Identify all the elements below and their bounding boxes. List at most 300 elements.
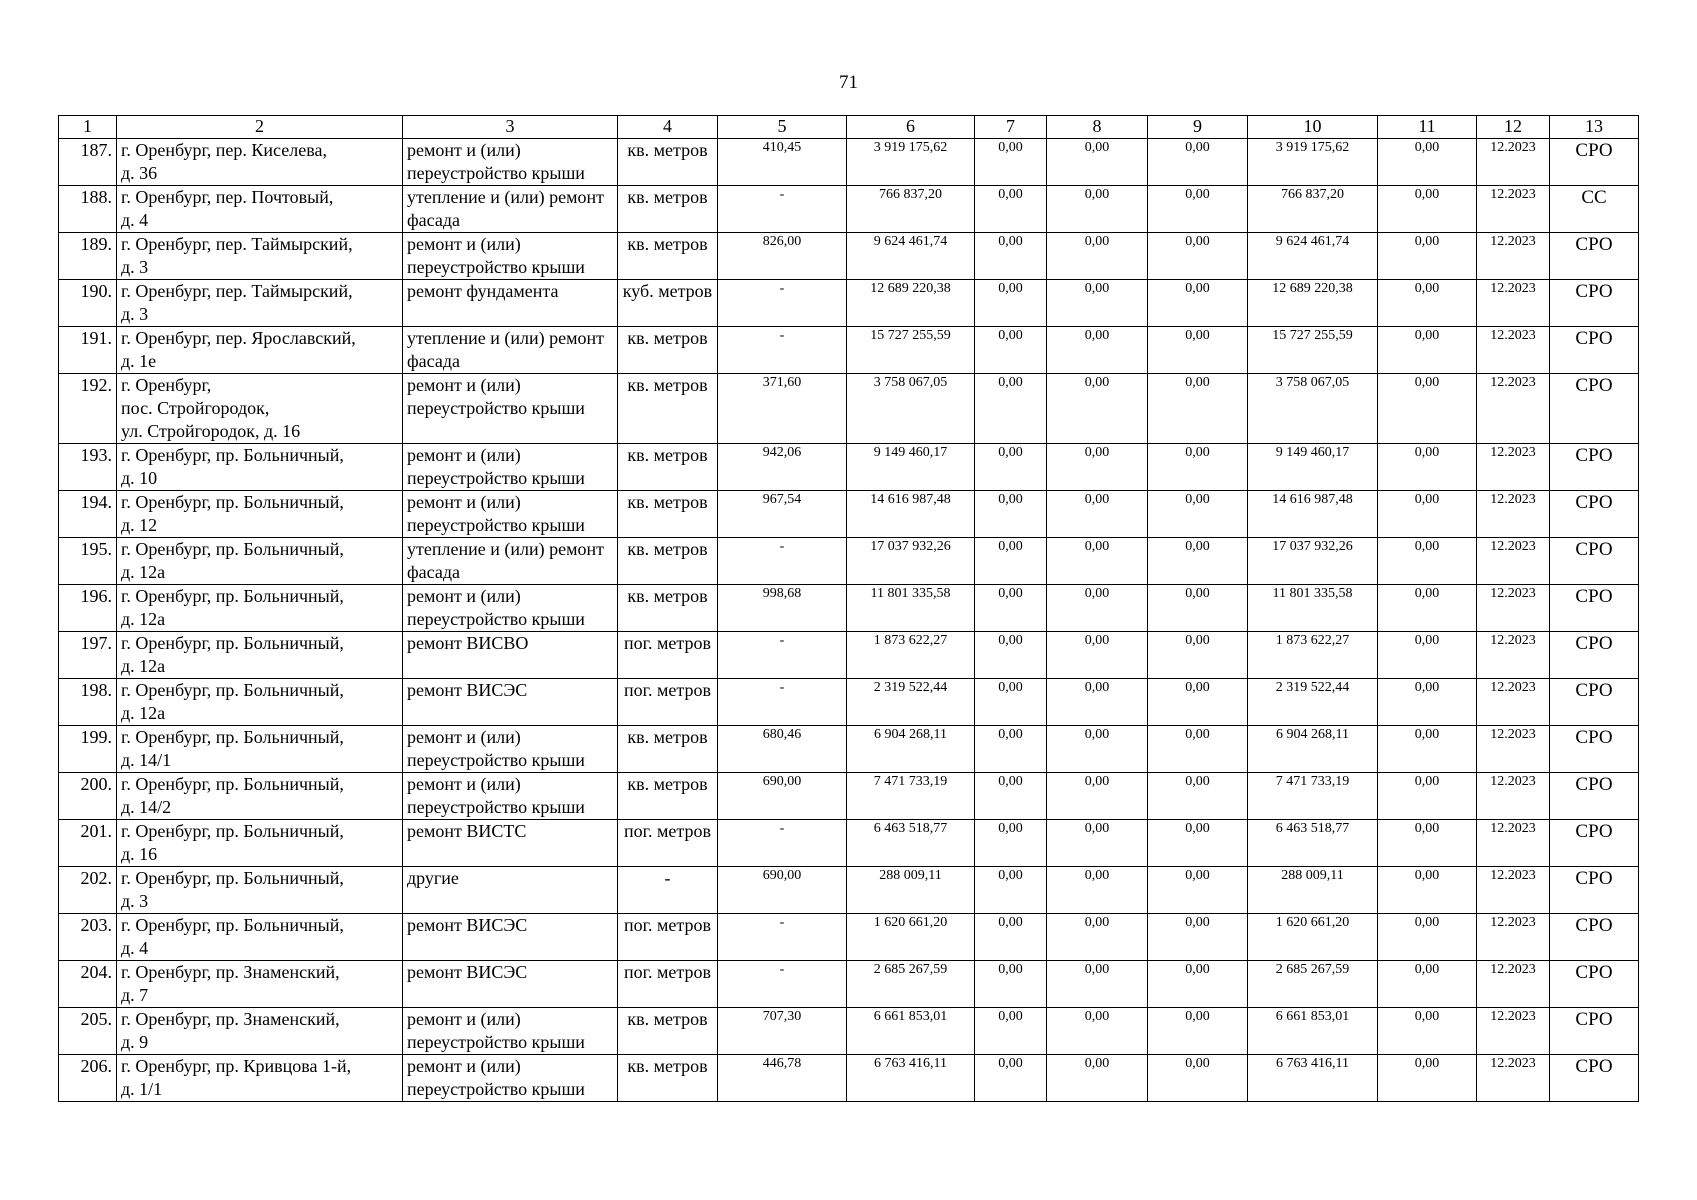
completion-date-cell: 12.2023 bbox=[1477, 327, 1550, 374]
work-type-cell: ремонт и (или) переустройство крыши bbox=[403, 233, 618, 280]
work-type-cell: ремонт и (или) переустройство крыши bbox=[403, 726, 618, 773]
unit-cell: кв. метров bbox=[618, 139, 718, 186]
column-header: 6 bbox=[847, 116, 975, 139]
capital-repair-table bbox=[58, 115, 1639, 1102]
address-line: г. Оренбург, пр. Знаменский, bbox=[121, 1009, 340, 1029]
total-cost-cell: 12 689 220,38 bbox=[847, 280, 975, 327]
cost-cell-9: 0,00 bbox=[1148, 186, 1248, 233]
address-line: г. Оренбург, пер. Таймырский, bbox=[121, 281, 353, 301]
column-header: 1 bbox=[59, 116, 117, 139]
address-line: д. 36 bbox=[121, 163, 158, 183]
address-line: г. Оренбург, пр. Больничный, bbox=[121, 586, 344, 606]
cost-cell-9: 0,00 bbox=[1148, 726, 1248, 773]
row-number-cell: 201. bbox=[59, 820, 117, 867]
funding-method-cell: СРО bbox=[1550, 679, 1639, 726]
work-type-cell: ремонт и (или) переустройство крыши bbox=[403, 585, 618, 632]
area-cell: 690,00 bbox=[718, 867, 847, 914]
row-number-cell: 202. bbox=[59, 867, 117, 914]
area-cell: 707,30 bbox=[718, 1008, 847, 1055]
row-number-cell: 206. bbox=[59, 1055, 117, 1102]
funding-method-cell: СРО bbox=[1550, 867, 1639, 914]
cost-cell-7: 0,00 bbox=[975, 327, 1047, 374]
cost-cell-11: 0,00 bbox=[1378, 867, 1477, 914]
table-row bbox=[59, 820, 1639, 867]
unit-cell: кв. метров bbox=[618, 327, 718, 374]
cost-cell-8: 0,00 bbox=[1047, 867, 1148, 914]
funding-method-cell: СРО bbox=[1550, 280, 1639, 327]
address-line: г. Оренбург, bbox=[121, 375, 212, 395]
address-cell bbox=[117, 585, 403, 632]
address-line: д. 14/1 bbox=[121, 750, 172, 770]
cost-cell-8: 0,00 bbox=[1047, 186, 1148, 233]
area-cell: - bbox=[718, 961, 847, 1008]
unit-cell: пог. метров bbox=[618, 820, 718, 867]
cost-cell-10: 17 037 932,26 bbox=[1248, 538, 1378, 585]
total-cost-cell: 2 319 522,44 bbox=[847, 679, 975, 726]
cost-cell-10: 2 685 267,59 bbox=[1248, 961, 1378, 1008]
cost-cell-7: 0,00 bbox=[975, 1008, 1047, 1055]
cost-cell-7: 0,00 bbox=[975, 186, 1047, 233]
work-type-cell: ремонт ВИСЭС bbox=[403, 679, 618, 726]
area-cell: 446,78 bbox=[718, 1055, 847, 1102]
address-line: г. Оренбург, пр. Больничный, bbox=[121, 492, 344, 512]
column-header: 8 bbox=[1047, 116, 1148, 139]
cost-cell-10: 6 904 268,11 bbox=[1248, 726, 1378, 773]
address-line: г. Оренбург, пр. Больничный, bbox=[121, 445, 344, 465]
unit-cell: кв. метров bbox=[618, 585, 718, 632]
completion-date-cell: 12.2023 bbox=[1477, 233, 1550, 280]
table-row bbox=[59, 327, 1639, 374]
table-row bbox=[59, 538, 1639, 585]
total-cost-cell: 14 616 987,48 bbox=[847, 491, 975, 538]
address-line: д. 1е bbox=[121, 351, 157, 371]
table-row bbox=[59, 914, 1639, 961]
funding-method-cell: СРО bbox=[1550, 914, 1639, 961]
cost-cell-11: 0,00 bbox=[1378, 186, 1477, 233]
table-row bbox=[59, 632, 1639, 679]
completion-date-cell: 12.2023 bbox=[1477, 914, 1550, 961]
cost-cell-10: 7 471 733,19 bbox=[1248, 773, 1378, 820]
row-number-cell: 194. bbox=[59, 491, 117, 538]
address-line: г. Оренбург, пр. Больничный, bbox=[121, 727, 344, 747]
cost-cell-7: 0,00 bbox=[975, 1055, 1047, 1102]
cost-cell-8: 0,00 bbox=[1047, 327, 1148, 374]
cost-cell-10: 3 919 175,62 bbox=[1248, 139, 1378, 186]
area-cell: - bbox=[718, 186, 847, 233]
cost-cell-9: 0,00 bbox=[1148, 820, 1248, 867]
work-type-cell: ремонт и (или) переустройство крыши bbox=[403, 1008, 618, 1055]
funding-method-cell: СС bbox=[1550, 186, 1639, 233]
address-line: г. Оренбург, пр. Больничный, bbox=[121, 821, 344, 841]
address-cell bbox=[117, 233, 403, 280]
cost-cell-7: 0,00 bbox=[975, 632, 1047, 679]
cost-cell-9: 0,00 bbox=[1148, 773, 1248, 820]
area-cell: - bbox=[718, 679, 847, 726]
address-cell bbox=[117, 374, 403, 444]
cost-cell-11: 0,00 bbox=[1378, 139, 1477, 186]
cost-cell-11: 0,00 bbox=[1378, 679, 1477, 726]
total-cost-cell: 6 904 268,11 bbox=[847, 726, 975, 773]
work-type-cell: ремонт фундамента bbox=[403, 280, 618, 327]
completion-date-cell: 12.2023 bbox=[1477, 773, 1550, 820]
cost-cell-11: 0,00 bbox=[1378, 632, 1477, 679]
work-type-cell: утепление и (или) ремонт фасада bbox=[403, 538, 618, 585]
address-cell bbox=[117, 1008, 403, 1055]
cost-cell-7: 0,00 bbox=[975, 914, 1047, 961]
area-cell: 998,68 bbox=[718, 585, 847, 632]
row-number-cell: 187. bbox=[59, 139, 117, 186]
address-line: д. 1/1 bbox=[121, 1079, 163, 1099]
unit-cell: пог. метров bbox=[618, 961, 718, 1008]
cost-cell-10: 6 463 518,77 bbox=[1248, 820, 1378, 867]
cost-cell-8: 0,00 bbox=[1047, 632, 1148, 679]
completion-date-cell: 12.2023 bbox=[1477, 280, 1550, 327]
address-cell bbox=[117, 773, 403, 820]
total-cost-cell: 1 620 661,20 bbox=[847, 914, 975, 961]
cost-cell-9: 0,00 bbox=[1148, 444, 1248, 491]
row-number-cell: 195. bbox=[59, 538, 117, 585]
address-line: д. 16 bbox=[121, 844, 158, 864]
cost-cell-10: 1 620 661,20 bbox=[1248, 914, 1378, 961]
total-cost-cell: 7 471 733,19 bbox=[847, 773, 975, 820]
total-cost-cell: 2 685 267,59 bbox=[847, 961, 975, 1008]
address-line: д. 12а bbox=[121, 562, 166, 582]
cost-cell-7: 0,00 bbox=[975, 773, 1047, 820]
unit-cell: - bbox=[618, 867, 718, 914]
address-cell bbox=[117, 632, 403, 679]
cost-cell-9: 0,00 bbox=[1148, 491, 1248, 538]
cost-cell-7: 0,00 bbox=[975, 726, 1047, 773]
address-cell bbox=[117, 444, 403, 491]
cost-cell-11: 0,00 bbox=[1378, 585, 1477, 632]
funding-method-cell: СРО bbox=[1550, 327, 1639, 374]
address-line: г. Оренбург, пр. Больничный, bbox=[121, 680, 344, 700]
table-row bbox=[59, 1008, 1639, 1055]
column-header: 3 bbox=[403, 116, 618, 139]
address-line: д. 12а bbox=[121, 703, 166, 723]
cost-cell-10: 1 873 622,27 bbox=[1248, 632, 1378, 679]
unit-cell: пог. метров bbox=[618, 679, 718, 726]
area-cell: 690,00 bbox=[718, 773, 847, 820]
total-cost-cell: 1 873 622,27 bbox=[847, 632, 975, 679]
area-cell: - bbox=[718, 820, 847, 867]
address-cell bbox=[117, 820, 403, 867]
cost-cell-8: 0,00 bbox=[1047, 280, 1148, 327]
completion-date-cell: 12.2023 bbox=[1477, 538, 1550, 585]
completion-date-cell: 12.2023 bbox=[1477, 374, 1550, 444]
cost-cell-9: 0,00 bbox=[1148, 139, 1248, 186]
cost-cell-10: 9 624 461,74 bbox=[1248, 233, 1378, 280]
table-row bbox=[59, 679, 1639, 726]
table-row bbox=[59, 585, 1639, 632]
cost-cell-10: 12 689 220,38 bbox=[1248, 280, 1378, 327]
row-number-cell: 190. bbox=[59, 280, 117, 327]
total-cost-cell: 6 763 416,11 bbox=[847, 1055, 975, 1102]
table-body bbox=[59, 139, 1639, 1102]
address-line: д. 9 bbox=[121, 1032, 149, 1052]
cost-cell-11: 0,00 bbox=[1378, 538, 1477, 585]
table-row bbox=[59, 726, 1639, 773]
cost-cell-9: 0,00 bbox=[1148, 632, 1248, 679]
work-type-cell: ремонт и (или) переустройство крыши bbox=[403, 444, 618, 491]
cost-cell-8: 0,00 bbox=[1047, 1008, 1148, 1055]
unit-cell: пог. метров bbox=[618, 632, 718, 679]
address-line: д. 12 bbox=[121, 515, 158, 535]
cost-cell-8: 0,00 bbox=[1047, 820, 1148, 867]
column-header: 13 bbox=[1550, 116, 1639, 139]
table-row bbox=[59, 773, 1639, 820]
total-cost-cell: 15 727 255,59 bbox=[847, 327, 975, 374]
cost-cell-10: 766 837,20 bbox=[1248, 186, 1378, 233]
area-cell: 967,54 bbox=[718, 491, 847, 538]
completion-date-cell: 12.2023 bbox=[1477, 444, 1550, 491]
row-number-cell: 204. bbox=[59, 961, 117, 1008]
unit-cell: куб. метров bbox=[618, 280, 718, 327]
area-cell: - bbox=[718, 538, 847, 585]
work-type-cell: ремонт ВИСЭС bbox=[403, 914, 618, 961]
funding-method-cell: СРО bbox=[1550, 961, 1639, 1008]
cost-cell-10: 9 149 460,17 bbox=[1248, 444, 1378, 491]
cost-cell-10: 3 758 067,05 bbox=[1248, 374, 1378, 444]
address-cell bbox=[117, 679, 403, 726]
area-cell: - bbox=[718, 327, 847, 374]
address-line: д. 14/2 bbox=[121, 797, 172, 817]
address-line: г. Оренбург, пр. Больничный, bbox=[121, 915, 344, 935]
row-number-cell: 196. bbox=[59, 585, 117, 632]
cost-cell-7: 0,00 bbox=[975, 374, 1047, 444]
unit-cell: кв. метров bbox=[618, 233, 718, 280]
column-header: 11 bbox=[1378, 116, 1477, 139]
cost-cell-7: 0,00 bbox=[975, 233, 1047, 280]
address-cell bbox=[117, 280, 403, 327]
completion-date-cell: 12.2023 bbox=[1477, 867, 1550, 914]
total-cost-cell: 17 037 932,26 bbox=[847, 538, 975, 585]
cost-cell-9: 0,00 bbox=[1148, 280, 1248, 327]
column-header: 7 bbox=[975, 116, 1047, 139]
total-cost-cell: 288 009,11 bbox=[847, 867, 975, 914]
address-cell bbox=[117, 139, 403, 186]
completion-date-cell: 12.2023 bbox=[1477, 726, 1550, 773]
work-type-cell: ремонт ВИСТС bbox=[403, 820, 618, 867]
area-cell: 942,06 bbox=[718, 444, 847, 491]
table-row bbox=[59, 186, 1639, 233]
work-type-cell: ремонт и (или) переустройство крыши bbox=[403, 1055, 618, 1102]
unit-cell: кв. метров bbox=[618, 773, 718, 820]
unit-cell: кв. метров bbox=[618, 491, 718, 538]
area-cell: 680,46 bbox=[718, 726, 847, 773]
row-number-cell: 188. bbox=[59, 186, 117, 233]
address-cell bbox=[117, 726, 403, 773]
address-line: д. 4 bbox=[121, 210, 149, 230]
funding-method-cell: СРО bbox=[1550, 444, 1639, 491]
cost-cell-11: 0,00 bbox=[1378, 491, 1477, 538]
completion-date-cell: 12.2023 bbox=[1477, 679, 1550, 726]
funding-method-cell: СРО bbox=[1550, 233, 1639, 280]
total-cost-cell: 6 463 518,77 bbox=[847, 820, 975, 867]
cost-cell-11: 0,00 bbox=[1378, 773, 1477, 820]
unit-cell: кв. метров bbox=[618, 444, 718, 491]
address-line: г. Оренбург, пр. Больничный, bbox=[121, 774, 344, 794]
cost-cell-9: 0,00 bbox=[1148, 327, 1248, 374]
row-number-cell: 198. bbox=[59, 679, 117, 726]
table-row bbox=[59, 1055, 1639, 1102]
area-cell: 410,45 bbox=[718, 139, 847, 186]
funding-method-cell: СРО bbox=[1550, 820, 1639, 867]
completion-date-cell: 12.2023 bbox=[1477, 632, 1550, 679]
unit-cell: кв. метров bbox=[618, 538, 718, 585]
cost-cell-9: 0,00 bbox=[1148, 1008, 1248, 1055]
unit-cell: кв. метров bbox=[618, 1055, 718, 1102]
column-number-row bbox=[59, 116, 1639, 139]
address-line: д. 3 bbox=[121, 257, 149, 277]
row-number-cell: 203. bbox=[59, 914, 117, 961]
table-row bbox=[59, 444, 1639, 491]
cost-cell-11: 0,00 bbox=[1378, 233, 1477, 280]
cost-cell-8: 0,00 bbox=[1047, 1055, 1148, 1102]
completion-date-cell: 12.2023 bbox=[1477, 186, 1550, 233]
cost-cell-8: 0,00 bbox=[1047, 444, 1148, 491]
cost-cell-9: 0,00 bbox=[1148, 374, 1248, 444]
cost-cell-9: 0,00 bbox=[1148, 233, 1248, 280]
total-cost-cell: 6 661 853,01 bbox=[847, 1008, 975, 1055]
funding-method-cell: СРО bbox=[1550, 374, 1639, 444]
address-cell bbox=[117, 186, 403, 233]
cost-cell-9: 0,00 bbox=[1148, 867, 1248, 914]
row-number-cell: 191. bbox=[59, 327, 117, 374]
address-line: г. Оренбург, пер. Ярославский, bbox=[121, 328, 356, 348]
completion-date-cell: 12.2023 bbox=[1477, 1008, 1550, 1055]
cost-cell-9: 0,00 bbox=[1148, 961, 1248, 1008]
address-line: д. 3 bbox=[121, 304, 149, 324]
address-cell bbox=[117, 1055, 403, 1102]
cost-cell-8: 0,00 bbox=[1047, 139, 1148, 186]
area-cell: - bbox=[718, 632, 847, 679]
cost-cell-10: 6 763 416,11 bbox=[1248, 1055, 1378, 1102]
address-line: г. Оренбург, пер. Таймырский, bbox=[121, 234, 353, 254]
cost-cell-7: 0,00 bbox=[975, 820, 1047, 867]
cost-cell-9: 0,00 bbox=[1148, 538, 1248, 585]
completion-date-cell: 12.2023 bbox=[1477, 585, 1550, 632]
funding-method-cell: СРО bbox=[1550, 1055, 1639, 1102]
unit-cell: кв. метров bbox=[618, 726, 718, 773]
address-cell bbox=[117, 491, 403, 538]
address-line: г. Оренбург, пр. Больничный, bbox=[121, 539, 344, 559]
cost-cell-7: 0,00 bbox=[975, 867, 1047, 914]
address-cell bbox=[117, 867, 403, 914]
cost-cell-8: 0,00 bbox=[1047, 585, 1148, 632]
address-line: ул. Стройгородок, д. 16 bbox=[121, 421, 301, 441]
funding-method-cell: СРО bbox=[1550, 585, 1639, 632]
page-number: 71 bbox=[839, 72, 858, 93]
work-type-cell: ремонт и (или) переустройство крыши bbox=[403, 773, 618, 820]
cost-cell-8: 0,00 bbox=[1047, 961, 1148, 1008]
cost-cell-7: 0,00 bbox=[975, 491, 1047, 538]
work-type-cell: другие bbox=[403, 867, 618, 914]
cost-cell-7: 0,00 bbox=[975, 280, 1047, 327]
work-type-cell: ремонт ВИСВО bbox=[403, 632, 618, 679]
column-header: 10 bbox=[1248, 116, 1378, 139]
cost-cell-8: 0,00 bbox=[1047, 491, 1148, 538]
total-cost-cell: 9 624 461,74 bbox=[847, 233, 975, 280]
cost-cell-7: 0,00 bbox=[975, 139, 1047, 186]
address-line: д. 7 bbox=[121, 985, 149, 1005]
cost-cell-9: 0,00 bbox=[1148, 1055, 1248, 1102]
funding-method-cell: СРО bbox=[1550, 538, 1639, 585]
unit-cell: кв. метров bbox=[618, 186, 718, 233]
cost-cell-7: 0,00 bbox=[975, 961, 1047, 1008]
cost-cell-9: 0,00 bbox=[1148, 585, 1248, 632]
completion-date-cell: 12.2023 bbox=[1477, 139, 1550, 186]
total-cost-cell: 766 837,20 bbox=[847, 186, 975, 233]
column-header: 12 bbox=[1477, 116, 1550, 139]
total-cost-cell: 9 149 460,17 bbox=[847, 444, 975, 491]
funding-method-cell: СРО bbox=[1550, 726, 1639, 773]
cost-cell-8: 0,00 bbox=[1047, 726, 1148, 773]
total-cost-cell: 3 919 175,62 bbox=[847, 139, 975, 186]
address-cell bbox=[117, 327, 403, 374]
table-row bbox=[59, 280, 1639, 327]
funding-method-cell: СРО bbox=[1550, 139, 1639, 186]
cost-cell-10: 11 801 335,58 bbox=[1248, 585, 1378, 632]
completion-date-cell: 12.2023 bbox=[1477, 491, 1550, 538]
area-cell: 371,60 bbox=[718, 374, 847, 444]
work-type-cell: ремонт и (или) переустройство крыши bbox=[403, 374, 618, 444]
column-header: 5 bbox=[718, 116, 847, 139]
cost-cell-10: 15 727 255,59 bbox=[1248, 327, 1378, 374]
address-cell bbox=[117, 914, 403, 961]
cost-cell-11: 0,00 bbox=[1378, 1008, 1477, 1055]
funding-method-cell: СРО bbox=[1550, 773, 1639, 820]
work-type-cell: ремонт ВИСЭС bbox=[403, 961, 618, 1008]
address-line: г. Оренбург, пр. Кривцова 1-й, bbox=[121, 1056, 352, 1076]
unit-cell: пог. метров bbox=[618, 914, 718, 961]
table-row bbox=[59, 233, 1639, 280]
work-type-cell: ремонт и (или) переустройство крыши bbox=[403, 491, 618, 538]
cost-cell-7: 0,00 bbox=[975, 679, 1047, 726]
funding-method-cell: СРО bbox=[1550, 1008, 1639, 1055]
row-number-cell: 199. bbox=[59, 726, 117, 773]
row-number-cell: 189. bbox=[59, 233, 117, 280]
cost-cell-11: 0,00 bbox=[1378, 280, 1477, 327]
area-cell: - bbox=[718, 914, 847, 961]
cost-cell-7: 0,00 bbox=[975, 585, 1047, 632]
table-row bbox=[59, 139, 1639, 186]
address-line: д. 12а bbox=[121, 656, 166, 676]
row-number-cell: 200. bbox=[59, 773, 117, 820]
unit-cell: кв. метров bbox=[618, 374, 718, 444]
address-line: г. Оренбург, пер. Киселева, bbox=[121, 140, 327, 160]
table-row bbox=[59, 961, 1639, 1008]
unit-cell: кв. метров bbox=[618, 1008, 718, 1055]
cost-cell-8: 0,00 bbox=[1047, 914, 1148, 961]
address-line: д. 3 bbox=[121, 891, 149, 911]
total-cost-cell: 11 801 335,58 bbox=[847, 585, 975, 632]
row-number-cell: 193. bbox=[59, 444, 117, 491]
area-cell: - bbox=[718, 280, 847, 327]
row-number-cell: 205. bbox=[59, 1008, 117, 1055]
address-line: г. Оренбург, пр. Больничный, bbox=[121, 633, 344, 653]
cost-cell-11: 0,00 bbox=[1378, 327, 1477, 374]
completion-date-cell: 12.2023 bbox=[1477, 1055, 1550, 1102]
table-row bbox=[59, 491, 1639, 538]
cost-cell-8: 0,00 bbox=[1047, 374, 1148, 444]
funding-method-cell: СРО bbox=[1550, 491, 1639, 538]
address-cell bbox=[117, 538, 403, 585]
row-number-cell: 192. bbox=[59, 374, 117, 444]
cost-cell-8: 0,00 bbox=[1047, 233, 1148, 280]
cost-cell-7: 0,00 bbox=[975, 538, 1047, 585]
column-header: 4 bbox=[618, 116, 718, 139]
